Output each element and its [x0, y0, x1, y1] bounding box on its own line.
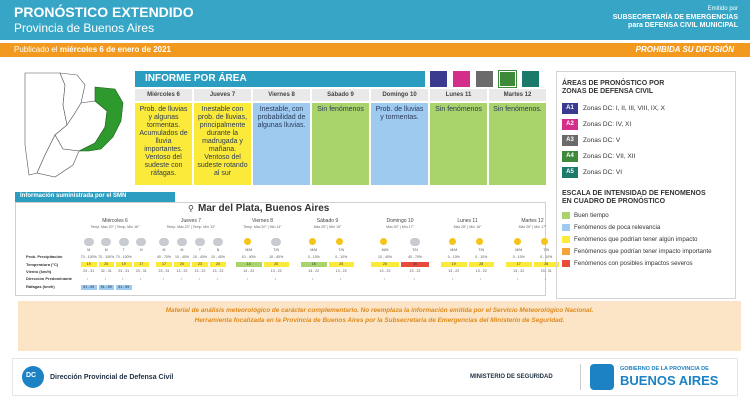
informe-day-text: Sin fenómenos [430, 103, 487, 185]
issuer-line1: SUBSECRETARÍA DE EMERGENCIAS [612, 14, 738, 21]
wind-direction-icon: ↓ [274, 276, 277, 281]
smn-temp: 19 [81, 262, 97, 267]
smn-day-header [440, 218, 495, 229]
smn-row-label: Prob. Precipitación [26, 254, 63, 259]
smn-day-temps: Temp. Máx 20° | Mín 14° [243, 225, 282, 229]
informe-bar [135, 71, 425, 87]
smn-day-temps: Máx 26° | Mín 17° [518, 225, 547, 229]
prohibida-label: PROHIBIDA SU DIFUSIÓN [635, 45, 734, 54]
smn-precip-prob: 40 - 70% [156, 255, 171, 259]
smn-day-name: Jueves 7 [180, 218, 201, 224]
area-code-badge: A2 [562, 119, 578, 130]
informe-day-label: Miércoles 6 [135, 89, 192, 101]
smn-period: M/M [381, 248, 389, 252]
smn-period: T [122, 248, 125, 252]
cloud-rain-icon [410, 238, 420, 246]
smn-temp: 19 [441, 262, 467, 267]
footer-gob2: BUENOS AIRES [620, 373, 719, 388]
smn-row-label: Ráfagas (km/h) [26, 284, 55, 289]
area-swatch-a1[interactable] [430, 71, 447, 87]
smn-wind: 13 - 22 [448, 269, 460, 273]
smn-precip-prob: 10 - 40% [210, 255, 225, 259]
wind-direction-icon: ↓ [311, 276, 314, 281]
smn-bar-label: Información suministrada por el SMN [20, 193, 127, 199]
wind-direction-icon: ↓ [121, 276, 124, 281]
footer-ministerio: MINISTERIO DE SEGURIDAD [470, 374, 553, 380]
disclaimer-line1: Material de análisis meteorológico de carácter complementario. No reemplaza la información emitida por el Servicio Meteorológico Nacional. [165, 307, 594, 314]
sun-icon [449, 238, 456, 245]
smn-precip-prob: 0 - 10% [512, 255, 525, 259]
area-code-badge: A4 [562, 151, 578, 162]
publication-prefix: Publicado el [14, 45, 58, 54]
defensa-civil-logo [22, 366, 44, 388]
informe-day-label: Martes 12 [489, 89, 546, 101]
smn-wind: 13 - 22 [194, 269, 206, 273]
smn-precip-prob: 10 - 40% [192, 255, 207, 259]
smn-temp: 28 [469, 262, 495, 267]
publication-date-value: miércoles 6 de enero de 2021 [59, 45, 171, 54]
smn-period: M [180, 248, 184, 252]
smn-period: M [162, 248, 166, 252]
smn-precip-prob: 0 - 10% [447, 255, 460, 259]
smn-day-temps: Máx 30° | Mín 17° [386, 225, 414, 229]
intensity-label: Buen tiempo [574, 212, 609, 219]
area-swatch-a2[interactable] [453, 71, 470, 87]
smn-day-name: Viernes 8 [251, 218, 274, 224]
informe-day-label: Sábado 9 [312, 89, 369, 101]
cloud-rain-icon [177, 238, 187, 246]
smn-temp: 14 [236, 262, 262, 267]
cloud-rain-icon [271, 238, 281, 246]
area-zone-text: Zonas DC: IV, XI [583, 121, 632, 128]
intensity-swatch [562, 212, 570, 219]
intensity-label: Fenómenos de poca relevancia [574, 224, 661, 231]
intensity-swatch [562, 260, 570, 267]
intensity-swatch [562, 248, 570, 255]
smn-period: M/M [245, 248, 253, 252]
smn-temp: 15 [301, 262, 327, 267]
smn-precip-prob: 70 - 100% [98, 255, 115, 259]
disclaimer [18, 301, 741, 351]
smn-period: M/M [515, 248, 523, 252]
smn-temp: 20 [371, 262, 399, 267]
smn-precip-prob: 10 - 40% [377, 255, 392, 259]
smn-period: N [216, 248, 220, 252]
area-code-badge: A1 [562, 103, 578, 114]
smn-day-temps: Temp. Máx 23° | Temp. Mín 13° [166, 225, 216, 229]
location-pin-icon: ⚲ [188, 204, 194, 213]
footer-gob1: GOBIERNO DE LA PROVINCIA DE [620, 366, 709, 372]
area-code-badge: A5 [562, 167, 578, 178]
area-swatch-a5[interactable] [522, 71, 539, 87]
areas-title [562, 80, 664, 96]
sun-icon [380, 238, 387, 245]
smn-day-name: Martes 12 [521, 218, 544, 224]
smn-day-header [80, 218, 150, 229]
smn-day-header [505, 218, 560, 229]
smn-precip-prob: 10 - 40% [241, 255, 256, 259]
smn-precip-prob: 0 - 10% [475, 255, 488, 259]
wind-direction-icon: ↓ [162, 276, 164, 281]
emitido-label: Emitido por [707, 6, 738, 12]
intensity-label: Fenómenos con posibles impactos severos [574, 260, 693, 267]
smn-wind: 13 - 22 [270, 269, 282, 273]
wind-direction-icon: ↓ [216, 276, 218, 281]
informe-day [135, 89, 192, 185]
smn-row-label: Temperatura (°C) [26, 262, 59, 267]
cloud-rain-icon [213, 238, 223, 246]
wind-direction-icon: ↓ [544, 276, 547, 281]
wind-direction-icon: ↓ [516, 276, 519, 281]
informe-day-text: Inestable con prob. de lluvias, principalmente durante la madrugada y mañana. Ventoso del sudeste rotando al sur [194, 103, 251, 185]
wind-direction-icon: ↓ [246, 276, 249, 281]
smn-row-label: Viento (km/h) [26, 269, 52, 274]
smn-temp: 17 [134, 262, 150, 267]
informe-day [194, 89, 251, 185]
smn-gust: 51 - 59 [99, 285, 115, 290]
smn-wind: 13 - 22 [409, 269, 421, 273]
smn-precip-prob: 0 - 10% [540, 255, 553, 259]
province-map-svg [15, 65, 135, 185]
informe-day [253, 89, 310, 185]
smn-temp: 20 [264, 262, 290, 267]
issuer [613, 14, 738, 30]
smn-day-header [370, 218, 430, 229]
wind-direction-icon: ↓ [479, 276, 482, 281]
informe-day-label: Viernes 8 [253, 89, 310, 101]
smn-gust: 51 - 59 [116, 285, 132, 290]
escala-title [562, 190, 706, 206]
area-zone-text: Zonas DC: V [583, 137, 621, 144]
defensa-civil-logo-text: DC [26, 372, 37, 379]
smn-precip-prob: 70 - 100% [80, 255, 97, 259]
informe-day-text: Inestable, con probabilidad de algunas lluvias. [253, 103, 310, 185]
intensity-swatch [562, 236, 570, 243]
smn-day-header [155, 218, 227, 229]
smn-gust: 51 - 59 [81, 285, 97, 290]
area-code-badge: A3 [562, 135, 578, 146]
cloud-rain-icon [101, 238, 111, 246]
cloud-rain-icon [84, 238, 94, 246]
smn-period: T/N [338, 248, 345, 252]
smn-temp: 20 [174, 262, 190, 267]
areas-title-2: ZONAS DE DEFENSA CIVIL [562, 88, 654, 95]
smn-wind: 13 - 22 [212, 269, 224, 273]
footer-dc: Dirección Provincial de Defensa Civil [50, 374, 174, 381]
informe-grid [135, 89, 548, 185]
province-map [15, 65, 135, 185]
header-bar [0, 0, 750, 40]
smn-row-label: Dirección Predominante [26, 276, 73, 281]
smn-wind: 32 - 41 [100, 269, 112, 273]
informe-title: INFORME POR ÁREA [145, 73, 247, 84]
smn-precip-prob: 10 - 40% [174, 255, 189, 259]
smn-wind: 23 - 31 [158, 269, 170, 273]
wind-direction-icon: ↓ [180, 276, 182, 281]
smn-day-temps: Máx 25° | Mín 15° [313, 225, 342, 229]
intensity-swatch [562, 224, 570, 231]
page-subtitle: Provincia de Buenos Aires [14, 21, 155, 35]
informe-day-label: Jueves 7 [194, 89, 251, 101]
cloud-rain-icon [119, 238, 129, 246]
smn-precip-prob: 40 - 70% [407, 255, 422, 259]
publication-date [14, 45, 171, 54]
area-swatch-a3[interactable] [476, 71, 493, 87]
informe-day-text: Sin fenómenos [312, 103, 369, 185]
informe-day-label: Domingo 10 [371, 89, 428, 101]
smn-period: M/M [450, 248, 458, 252]
informe-day-label: Lunes 11 [430, 89, 487, 101]
smn-wind: 23 - 31 [83, 269, 95, 273]
smn-period: T/N [273, 248, 280, 252]
smn-wind: 13 - 22 [176, 269, 188, 273]
issuer-line2: para DEFENSA CIVIL MUNICIPAL [628, 22, 738, 29]
city-name: Mar del Plata, Buenos Aires [198, 203, 330, 214]
province-shield-icon [590, 364, 614, 390]
page-title: PRONÓSTICO EXTENDIDO [14, 4, 194, 20]
smn-period: T/N [478, 248, 485, 252]
smn-wind: 13 - 22 [308, 269, 320, 273]
disclaimer-line2: Herramienta focalizada en la Provincia de Buenos Aires por la Subsecretaría de Emergencias del Ministerio de Seguridad. [194, 317, 565, 324]
smn-wind: 23 - 31 [540, 269, 552, 273]
smn-wind: 13 - 22 [243, 269, 255, 273]
smn-period: T/N [412, 248, 418, 252]
smn-day-name: Miércoles 6 [102, 218, 128, 224]
wind-direction-icon: ↓ [86, 276, 89, 281]
smn-day-name: Sábado 9 [316, 218, 339, 224]
wind-direction-icon: ↓ [383, 276, 385, 281]
smn-day-header [300, 218, 355, 229]
informe-day-text: Sin fenómenos. [489, 103, 546, 185]
smn-temp: 19 [116, 262, 132, 267]
smn-temp: 20 [210, 262, 226, 267]
wind-direction-icon: ↓ [413, 276, 415, 281]
informe-day-text: Prob. de lluvias y algunas tormentas. Acumulados de lluvia importantes. Ventoso del sudeste con ráfagas. [135, 103, 192, 185]
smn-precip-prob: 0 - 10% [307, 255, 320, 259]
informe-day-text: Prob. de lluvias y tormentas. [371, 103, 428, 185]
smn-temp: 20 [99, 262, 115, 267]
areas-title-1: ÁREAS DE PRONÓSTICO POR [562, 80, 665, 87]
smn-temp: 25 [329, 262, 355, 267]
smn-wind: 13 - 22 [379, 269, 391, 273]
smn-temp: 17 [156, 262, 172, 267]
intensity-label: Fenómenos que podrían tener algún impacto [574, 236, 698, 243]
smn-day-temps: Máx 28° | Mín 16° [453, 225, 482, 229]
smn-temp: 17 [506, 262, 532, 267]
smn-day-name: Domingo 10 [386, 218, 414, 224]
smn-wind: 23 - 31 [135, 269, 147, 273]
sun-icon [541, 238, 548, 245]
smn-day-name: Lunes 11 [457, 218, 478, 224]
wind-direction-icon: ↓ [139, 276, 142, 281]
area-zone-text: Zonas DC: VII, XII [583, 153, 636, 160]
wind-direction-icon: ↓ [451, 276, 454, 281]
footer-divider [580, 364, 581, 390]
informe-day [312, 89, 369, 185]
cloud-rain-icon [136, 238, 146, 246]
area-swatch-a4[interactable] [499, 71, 516, 87]
smn-period: T [198, 248, 202, 252]
informe-day [371, 89, 428, 185]
smn-wind: 13 - 22 [335, 269, 347, 273]
smn-period: M/M [310, 248, 318, 252]
smn-day-header [235, 218, 290, 229]
smn-wind: 23 - 31 [118, 269, 130, 273]
smn-temp: 30 [401, 262, 429, 267]
smn-precip-prob: 70 - 100% [115, 255, 132, 259]
smn-temp: 23 [192, 262, 208, 267]
smn-wind: 13 - 22 [475, 269, 487, 273]
smn-wind: 13 - 22 [513, 269, 525, 273]
smn-temp: 26 [534, 262, 560, 267]
smn-precip-prob: 10 - 40% [269, 255, 284, 259]
informe-day [430, 89, 487, 185]
publication-bar [0, 43, 750, 57]
escala-title-1: ESCALA DE INTENSIDAD DE FENOMENOS [562, 190, 706, 197]
escala-title-2: EN CUADRO DE PRONÓSTICO [562, 198, 666, 205]
wind-direction-icon: ↓ [339, 276, 342, 281]
cloud-rain-icon [159, 238, 169, 246]
area-zone-text: Zonas DC: I, II, III, VIII, IX, X [583, 105, 665, 112]
smn-period: M [104, 248, 108, 252]
sun-icon [514, 238, 521, 245]
wind-direction-icon: ↓ [104, 276, 107, 281]
smn-precip-prob: 0 - 10% [335, 255, 348, 259]
smn-period: T/N [543, 248, 550, 252]
smn-period: N [139, 248, 143, 252]
intensity-label: Fenómenos que podrían tener impacto importante [574, 248, 712, 255]
smn-period: M [87, 248, 91, 252]
sun-icon [244, 238, 251, 245]
sun-icon [309, 238, 316, 245]
area-zone-text: Zonas DC: VI [583, 169, 623, 176]
wind-direction-icon: ↓ [198, 276, 200, 281]
smn-bar [15, 192, 175, 202]
cloud-rain-icon [195, 238, 205, 246]
informe-day [489, 89, 546, 185]
smn-day-temps: Temp. Máx 20° | Temp. Mín 16° [90, 225, 140, 229]
